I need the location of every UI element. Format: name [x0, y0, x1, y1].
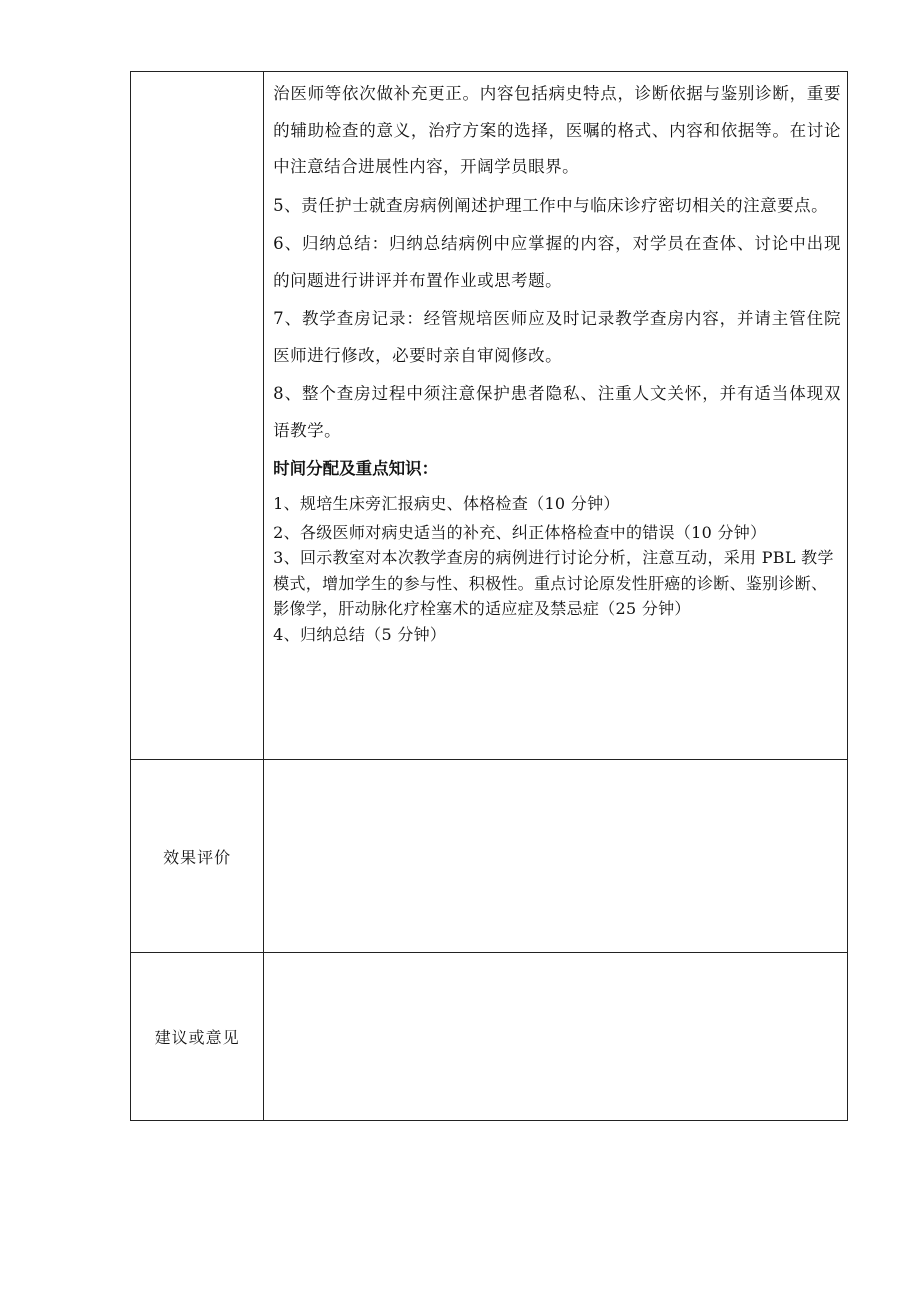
time-item: 3、回示教室对本次教学查房的病例进行讨论分析，注意互动，采用 PBL 教学模式，增加学生的参与性、积极性。重点讨论原发性肝癌的诊断、鉴别诊断、影像学，肝动脉化疗栓塞术的适应症及禁忌症（25 分钟） [273, 548, 834, 618]
time-allocation-heading: 时间分配及重点知识： [273, 459, 439, 478]
time-item: 1、规培生床旁汇报病史、体格检查（10 分钟） [273, 494, 620, 513]
paragraph-record: 7、教学查房记录：经管规培医师应及时记录教学查房内容，并请主管住院医师进行修改，必要时亲自审阅修改。 [273, 309, 841, 365]
form-table [130, 71, 848, 1121]
time-item: 2、各级医师对病史适当的补充、纠正体格检查中的错误（10 分钟） [273, 522, 767, 542]
evaluation-label: 效果评价 [131, 760, 264, 953]
suggestion-label: 建议或意见 [131, 953, 264, 1121]
paragraph-privacy: 8、整个查房过程中须注意保护患者隐私、注重人文关怀，并有适当体现双语教学。 [273, 384, 841, 440]
paragraph-summary: 6、归纳总结：归纳总结病例中应掌握的内容，对学员在查体、讨论中出现的问题进行讲评并布置作业或思考题。 [273, 234, 841, 290]
suggestion-row [131, 953, 848, 1121]
evaluation-row [131, 760, 848, 953]
teaching-content-row [131, 72, 848, 760]
paragraph-discussion: 治医师等依次做补充更正。内容包括病史特点，诊断依据与鉴别诊断，重要的辅助检查的意义，治疗方案的选择，医嘱的格式、内容和依据等。在讨论中注意结合进展性内容，开阔学员眼界。 [273, 84, 841, 176]
teaching-content-cell [264, 72, 848, 760]
time-allocation-list [273, 491, 841, 647]
suggestion-field[interactable] [264, 953, 848, 1121]
paragraph-nurse: 5、责任护士就查房病例阐述护理工作中与临床诊疗密切相关的注意要点。 [273, 195, 829, 215]
evaluation-field[interactable] [264, 760, 848, 953]
time-item: 4、归纳总结（5 分钟） [273, 624, 447, 644]
teaching-content-label-cell [131, 72, 264, 760]
